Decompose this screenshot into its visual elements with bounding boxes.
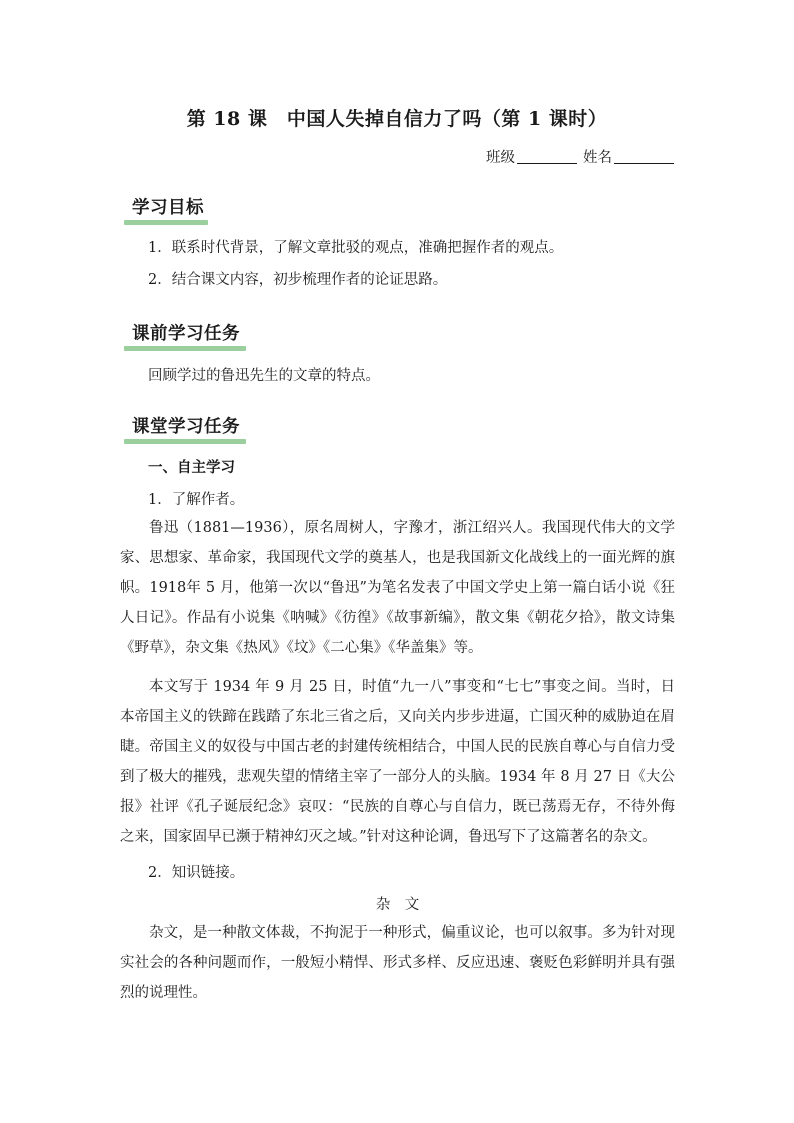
heading-underline xyxy=(124,346,246,351)
objective-item-2: 2．结合课文内容，初步梳理作者的论证思路。 xyxy=(148,272,448,288)
self-study-subheading: 一、自主学习 xyxy=(148,459,235,476)
heading-underline xyxy=(124,439,246,444)
class-label: 班级 xyxy=(486,150,515,166)
section-heading-objectives: 学习目标 xyxy=(130,194,206,221)
preclass-task: 回顾学过的鲁迅先生的文章的特点。 xyxy=(148,368,380,384)
section-heading-inclass: 课堂学习任务 xyxy=(130,413,242,440)
background-paragraph: 本文写于 1934 年 9 月 25 日，时值“九一八”事变和“七七”事变之间。当时，日本帝国主义的铁蹄在践踏了东北三省之后，又向关内步步进逼，亡国灭种的威胁迫在眉睫。帝国主义的奴役与中国古老的封建传统相结合，中国人民的民族自尊心与自信力受到了极大的摧残，悲观失望的情绪主宰了一部分人的头脑。1934 年 8 月 27 日《大公报》社评《孔子诞辰纪念》哀叹：“民族的自尊心与自信力，既已荡焉无存，不待外侮之来，国家固早已濒于精神幻灭之域。”针对这种论调，鲁迅写下了这篇著名的杂文。 xyxy=(120,679,675,845)
task-item-1: 1．了解作者。 xyxy=(148,492,245,508)
zawen-title: 杂 文 xyxy=(375,897,420,913)
name-label: 姓名 xyxy=(583,150,612,166)
zawen-paragraph: 杂文，是一种散文体裁，不拘泥于一种形式，偏重议论，也可以叙事。多为针对现实社会的各种问题而作，一般短小精悍、形式多样、反应迅速、褒贬色彩鲜明并具有强烈的说理性。 xyxy=(120,925,675,1001)
class-name-fields xyxy=(486,146,674,167)
heading-underline xyxy=(124,220,208,225)
page-title: 第 18 课 中国人失掉自信力了吗（第 1 课时） xyxy=(186,108,608,130)
task-item-2: 2．知识链接。 xyxy=(148,865,245,881)
name-blank xyxy=(614,149,674,164)
section-heading-preclass: 课前学习任务 xyxy=(130,320,242,347)
class-blank xyxy=(517,149,577,164)
objective-item-1: 1．联系时代背景，了解文章批驳的观点，准确把握作者的观点。 xyxy=(148,240,564,256)
author-paragraph: 鲁迅（1881—1936），原名周树人，字豫才，浙江绍兴人。我国现代伟大的文学家、思想家、革命家，我国现代文学的奠基人，也是我国新文化战线上的一面光辉的旗帜。1918年 5 月，他第一次以“鲁迅”为笔名发表了中国文学史上第一篇白话小说《狂人日记》。作品有小说集《呐喊》《彷徨》《故事新编》，散文集《朝花夕拾》，散文诗集《野草》，杂文集《热风》《坟》《二心集》《华盖集》等。 xyxy=(120,520,675,656)
